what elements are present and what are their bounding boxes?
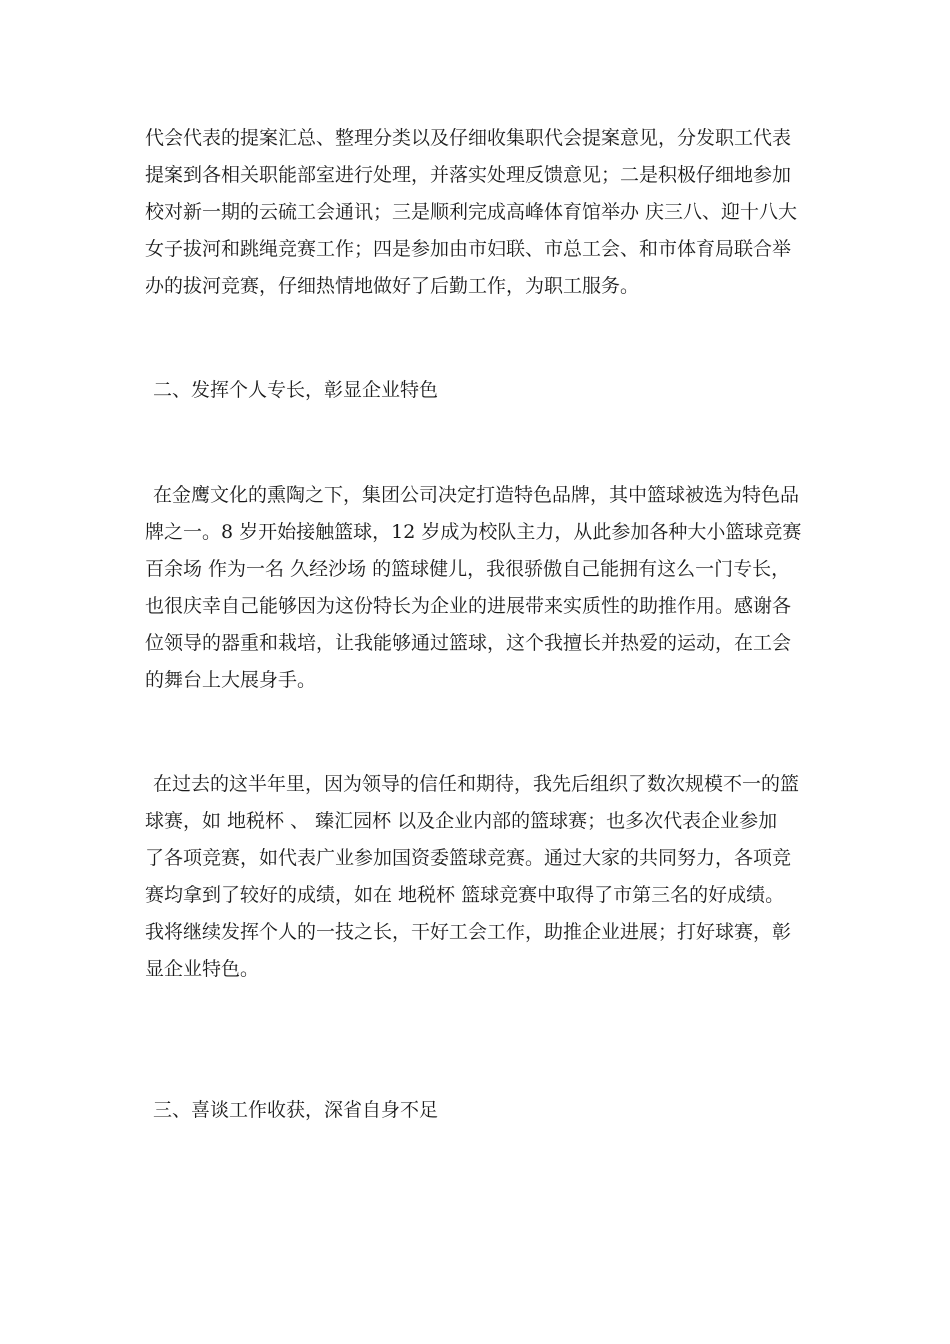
section-heading-3: 三、喜谈工作收获，深省自身不足	[153, 1099, 439, 1121]
paragraph-line: 我将继续发挥个人的一技之长，干好工会工作，助推企业进展；打好球赛，彰	[145, 921, 792, 943]
paragraph-line: 的舞台上大展身手。	[145, 669, 317, 691]
paragraph-line: 牌之一。8 岁开始接触篮球，12 岁成为校队主力，从此参加各种大小篮球竞赛	[145, 521, 802, 543]
paragraph-line: 球赛，如 地税杯 、 臻汇园杯 以及企业内部的篮球赛；也多次代表企业参加	[145, 810, 778, 832]
paragraph-line: 代会代表的提案汇总、整理分类以及仔细收集职代会提案意见，分发职工代表	[145, 127, 792, 149]
paragraph-line: 提案到各相关职能部室进行处理，并落实处理反馈意见；二是积极仔细地参加	[145, 164, 792, 186]
paragraph-line: 了各项竞赛，如代表广业参加国资委篮球竞赛。通过大家的共同努力，各项竞	[145, 847, 792, 869]
paragraph-line: 校对新一期的云硫工会通讯；三是顺利完成高峰体育馆举办 庆三八、迎十八大	[145, 201, 798, 223]
paragraph-line: 办的拔河竞赛，仔细热情地做好了后勤工作，为职工服务。	[145, 275, 640, 297]
paragraph-line: 百余场 作为一名 久经沙场 的篮球健儿，我很骄傲自己能拥有这么一门专长，	[145, 558, 791, 580]
section-heading-2: 二、发挥个人专长，彰显企业特色	[153, 379, 439, 401]
paragraph-line: 女子拔河和跳绳竞赛工作；四是参加由市妇联、市总工会、和市体育局联合举	[145, 238, 792, 260]
paragraph-line: 在金鹰文化的熏陶之下，集团公司决定打造特色品牌，其中篮球被选为特色品	[153, 484, 800, 506]
paragraph-line: 在过去的这半年里，因为领导的信任和期待，我先后组织了数次规模不一的篮	[153, 773, 800, 795]
paragraph-line: 位领导的器重和栽培，让我能够通过篮球，这个我擅长并热爱的运动，在工会	[145, 632, 792, 654]
paragraph-line: 显企业特色。	[145, 958, 260, 980]
paragraph-line: 也很庆幸自己能够因为这份特长为企业的进展带来实质性的助推作用。感谢各	[145, 595, 792, 617]
paragraph-line: 赛均拿到了较好的成绩，如在 地税杯 篮球竞赛中取得了市第三名的好成绩。	[145, 884, 785, 906]
